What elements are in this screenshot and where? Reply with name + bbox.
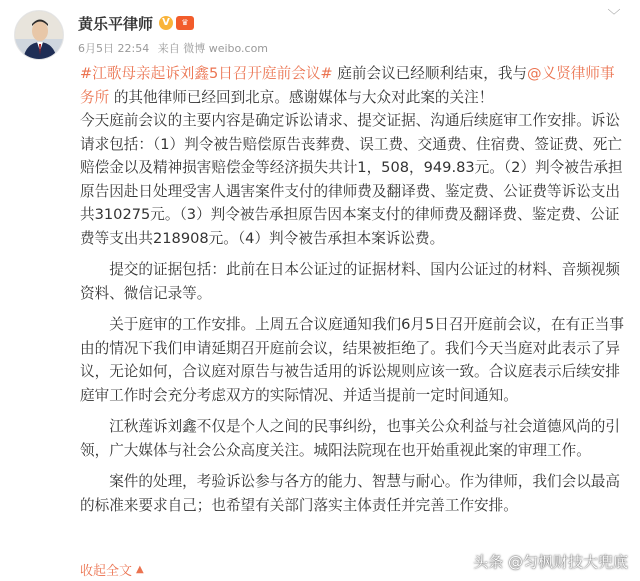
member-level-icon: ♛	[176, 16, 194, 30]
collapse-label: 收起全文	[80, 564, 133, 579]
hashtag-link[interactable]: #江歌母亲起诉刘鑫5日召开庭前会议#	[80, 65, 333, 82]
paragraph-6: 案件的处理，考验诉讼参与各方的能力、智慧与耐心。作为律师，我们会以最高的标准来要求自己；也希望有关部门落实主体责任并完善工作安排。	[80, 473, 620, 514]
avatar-portrait-icon	[15, 11, 64, 60]
paragraph-5: 江秋莲诉刘鑫不仅是个人之间的民事纠纷，也事关公众利益与社会道德风尚的引领，广大媒体与社会公众高度关注。城阳法院现在也开始重视此案的审理工作。	[80, 418, 620, 459]
watermark	[473, 551, 628, 572]
author-name[interactable]: 黄乐平律师	[78, 14, 154, 33]
post-content	[80, 62, 628, 517]
author-row	[78, 12, 194, 34]
avatar[interactable]	[14, 10, 64, 60]
post-meta	[78, 40, 273, 56]
post-source: 来自 微博 weibo.com	[157, 42, 269, 55]
watermark-text: 头条 @匀枫财技大兜底	[473, 553, 628, 571]
chevron-down-icon[interactable]: ﹀	[607, 9, 621, 24]
mention-link[interactable]: @义贤律师事务所	[80, 65, 615, 106]
collapse-button[interactable]	[80, 560, 144, 579]
verified-v-icon: V	[159, 16, 173, 30]
paragraph-1-text-a: 庭前会议已经顺利结束，我与	[332, 65, 528, 82]
paragraph-4: 关于庭审的工作安排。上周五合议庭通知我们6月5日召开庭前会议，在有正当事由的情况下我们申请延期召开庭前会议，结果被拒绝了。我们今天当庭对此表示了异议，无论如何，合议庭对原告与被告适用的诉讼规则应该一致。合议庭表示后续安排庭审工作时会充分考虑双方的实际情况、并适当提前一定时间通知。	[80, 316, 624, 404]
paragraph-2: 今天庭前会议的主要内容是确定诉讼请求、提交证据、沟通后续庭审工作安排。诉讼请求包括：（1）判令被告赔偿原告丧葬费、误工费、交通费、住宿费、签证费、死亡赔偿金以及精神损害赔偿金等经济损失共计1，508，949.83元。（2）判令被告承担原告因赴日处理受害人遇害案件支付的律师费及翻译费、鉴定费、公证费等诉讼支出共310275元。（3）判令被告承担原告因本案支付的律师费及翻译费、鉴定费、公证费等支出共218908元。（4）判令被告承担本案诉讼费。	[80, 112, 623, 247]
paragraph-3: 提交的证据包括：此前在日本公证过的证据材料、国内公证过的材料、音频视频资料、微信记录等。	[80, 261, 620, 302]
post-time[interactable]: 6月5日 22:54	[78, 42, 150, 55]
caret-up-icon: ▲	[136, 564, 144, 575]
paragraph-1-text-b: 的其他律师已经回到北京。感谢媒体与大众对此案的关注！	[109, 88, 494, 106]
paragraph-1	[80, 62, 628, 109]
